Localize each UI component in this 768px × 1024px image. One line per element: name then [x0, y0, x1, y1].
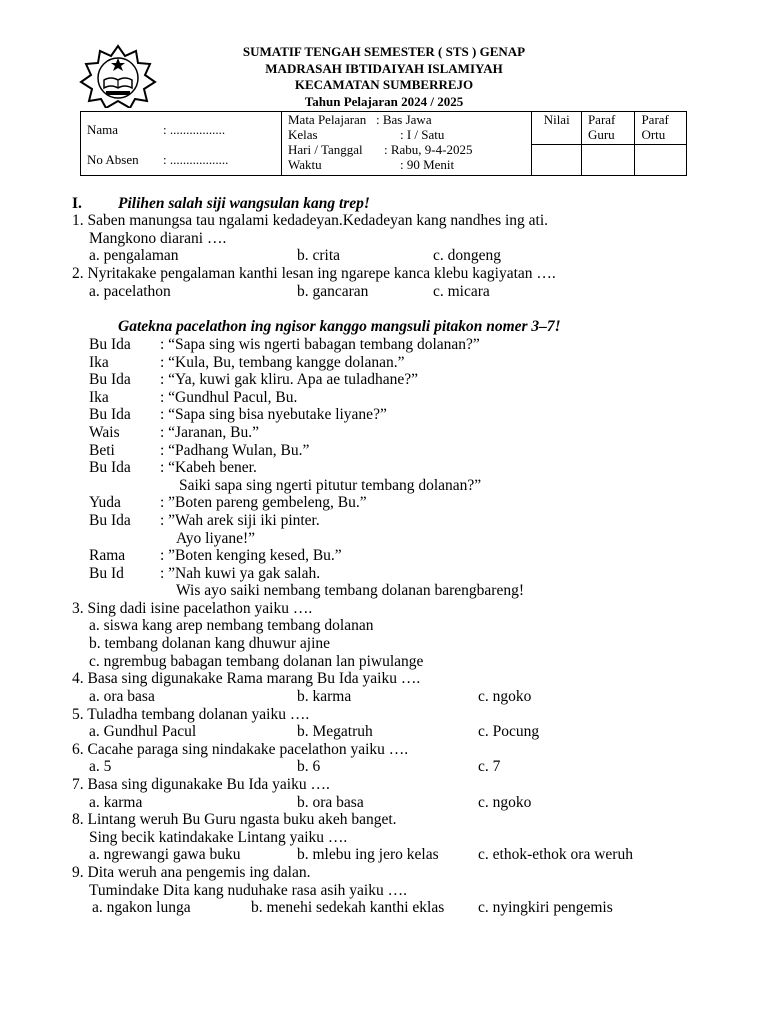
- q8-option-a: a. ngrewangi gawa buku: [89, 846, 241, 863]
- dialog-speaker: Yuda: [89, 494, 121, 511]
- student-identity-cell: [81, 112, 282, 176]
- subject-info-cell: [281, 112, 531, 176]
- paraf-ortu-box[interactable]: [635, 145, 687, 176]
- q7-option-b: b. ora basa: [297, 794, 364, 811]
- q4-option-c: c. ngoko: [478, 688, 532, 705]
- question-4: 4. Basa sing digunakake Rama marang Bu Ida yaiku ….: [72, 670, 421, 687]
- dialog-text-continued: Wis ayo saiki nembang tembang dolanan barengbareng!: [176, 582, 525, 599]
- q1-option-c: c. dongeng: [433, 247, 502, 264]
- nilai-header: Nilai: [532, 112, 581, 145]
- question-7: 7. Basa sing digunakake Bu Ida yaiku ….: [72, 776, 330, 793]
- dialog-speaker: Ika: [89, 389, 109, 406]
- dialog-text: : ”Nah kuwi ya gak salah.: [160, 565, 321, 582]
- question-3: 3. Sing dadi isine pacelathon yaiku ….: [72, 600, 313, 617]
- question-8: 8. Lintang weruh Bu Guru ngasta buku akeh banget.: [72, 811, 397, 828]
- dialog-text: : “Kula, Bu, tembang kangge dolanan.”: [160, 354, 405, 371]
- question-9: 9. Dita weruh ana pengemis ing dalan.: [72, 864, 311, 881]
- q5-option-b: b. Megatruh: [297, 723, 373, 740]
- dialog-instruction: Gatekna pacelathon ing ngisor kanggo mangsuli pitakon nomer 3–7!: [118, 318, 561, 335]
- q8-option-b: b. mlebu ing jero kelas: [297, 846, 439, 863]
- dialog-text: : “Sapa sing bisa nyebutake liyane?”: [160, 406, 387, 423]
- section-instruction: Pilihen salah siji wangsulan kang trep!: [118, 195, 370, 212]
- paraf-guru-label-1: Paraf: [587, 112, 616, 127]
- q6-option-c: c. 7: [478, 758, 501, 775]
- dialog-speaker: Bu Ida: [89, 371, 131, 388]
- q2-option-a: a. pacelathon: [89, 283, 171, 300]
- nama-value: : .................: [163, 121, 226, 137]
- dialog-text: : ”Boten pareng gembeleng, Bu.”: [160, 494, 367, 511]
- exam-header: [180, 44, 588, 110]
- dialog-speaker: Rama: [89, 547, 126, 564]
- q9-option-a: a. ngakon lunga: [92, 899, 191, 916]
- q5-option-c: c. Pocung: [478, 723, 540, 740]
- header-district: KECAMATAN SUMBERREJO: [294, 77, 474, 92]
- q4-option-b: b. karma: [297, 688, 352, 705]
- dialog-text-continued: Saiki sapa sing ngerti pitutur tembang dolanan?”: [179, 477, 482, 494]
- dialog-speaker: Bu Ida: [89, 459, 131, 476]
- mapel-label: Mata Pelajaran: [287, 112, 367, 127]
- dialog-speaker: Bu Ida: [89, 406, 131, 423]
- dialog-text: : “Ya, kuwi gak kliru. Apa ae tuladhane?”: [160, 371, 418, 388]
- question-9-line-2: Tumindake Dita kang nuduhake rasa asih yaiku ….: [89, 882, 407, 899]
- waktu-label: Waktu: [287, 157, 322, 172]
- dialog-text: : “Jaranan, Bu.”: [160, 424, 259, 441]
- dialog-text: : “Kabeh bener.: [160, 459, 257, 476]
- dialog-speaker: Bu Ida: [89, 336, 131, 353]
- dialog-text: : “Gundhul Pacul, Bu.: [160, 389, 298, 406]
- paraf-ortu-header: [635, 112, 687, 145]
- dialog-speaker: Wais: [89, 424, 120, 441]
- q7-option-a: a. karma: [89, 794, 143, 811]
- q2-option-b: b. gancaran: [297, 283, 369, 300]
- q7-option-c: c. ngoko: [478, 794, 532, 811]
- question-6: 6. Cacahe paraga sing nindakake pacelathon yaiku ….: [72, 741, 409, 758]
- paraf-guru-box[interactable]: [581, 145, 635, 176]
- paraf-ortu-label-1: Paraf: [641, 112, 669, 127]
- question-2: 2. Nyritakake pengalaman kanthi lesan ing ngarepe kanca klebu kagiyatan ….: [72, 265, 556, 282]
- waktu-value: : 90 Menit: [399, 157, 455, 172]
- dialog-speaker: Beti: [89, 442, 115, 459]
- dialog-text-continued: Ayo liyane!”: [176, 530, 256, 547]
- header-year: Tahun Pelajaran 2024 / 2025: [304, 93, 464, 109]
- q9-option-c: c. nyingkiri pengemis: [478, 899, 613, 916]
- paraf-guru-label-2: Guru: [587, 127, 615, 142]
- question-5: 5. Tuladha tembang dolanan yaiku ….: [72, 706, 310, 723]
- q9-option-b: b. menehi sedekah kanthi eklas: [251, 899, 445, 916]
- dialog-text: : ”Wah arek siji iki pinter.: [160, 512, 320, 529]
- kelas-value: : I / Satu: [399, 127, 445, 142]
- dialog-speaker: Ika: [89, 354, 109, 371]
- q6-option-b: b. 6: [297, 758, 321, 775]
- section-numeral: I.: [72, 195, 82, 212]
- paraf-guru-header: [581, 112, 635, 145]
- dialog-speaker: Bu Ida: [89, 512, 131, 529]
- absen-value: : ..................: [163, 151, 229, 167]
- dialog-speaker: Bu Id: [89, 565, 124, 582]
- mapel-value: : Bas Jawa: [375, 112, 432, 127]
- question-1: 1. Saben manungsa tau ngalami kedadeyan.Kedadeyan kang nandhes ing ati.: [72, 212, 549, 229]
- q6-option-a: a. 5: [89, 758, 112, 775]
- q3-option-c: c. ngrembug babagan tembang dolanan lan piwulange: [89, 653, 424, 670]
- dialog-text: : “Padhang Wulan, Bu.”: [160, 442, 310, 459]
- header-school: MADRASAH IBTIDAIYAH ISLAMIYAH: [265, 60, 503, 76]
- nilai-box[interactable]: [532, 145, 581, 176]
- paraf-ortu-label-2: Ortu: [641, 127, 666, 142]
- nama-label: Nama: [87, 121, 119, 137]
- q3-option-b: b. tembang dolanan kang dhuwur ajine: [89, 635, 331, 652]
- absen-label: No Absen: [87, 151, 139, 167]
- question-8-line-2: Sing becik katindakake Lintang yaiku ….: [89, 829, 348, 846]
- school-logo-emblem: [78, 44, 158, 108]
- hari-value: : Rabu, 9-4-2025: [383, 142, 473, 157]
- kelas-label: Kelas: [287, 127, 318, 142]
- dialog-text: : “Sapa sing wis ngerti babagan tembang dolanan?”: [160, 336, 480, 353]
- header-title: SUMATIF TENGAH SEMESTER ( STS ) GENAP: [242, 44, 526, 59]
- student-info-table: [80, 111, 687, 176]
- q1-option-b: b. crita: [297, 247, 341, 264]
- question-1-line-2: Mangkono diarani ….: [89, 230, 227, 247]
- q3-option-a: a. siswa kang arep nembang tembang dolanan: [89, 617, 374, 634]
- q1-option-a: a. pengalaman: [89, 247, 179, 264]
- dialog-text: : ”Boten kenging kesed, Bu.”: [160, 547, 342, 564]
- q8-option-c: c. ethok-ethok ora weruh: [478, 846, 633, 863]
- hari-label: Hari / Tanggal: [287, 142, 363, 157]
- q4-option-a: a. ora basa: [89, 688, 155, 705]
- q2-option-c: c. micara: [433, 283, 490, 300]
- q5-option-a: a. Gundhul Pacul: [89, 723, 197, 740]
